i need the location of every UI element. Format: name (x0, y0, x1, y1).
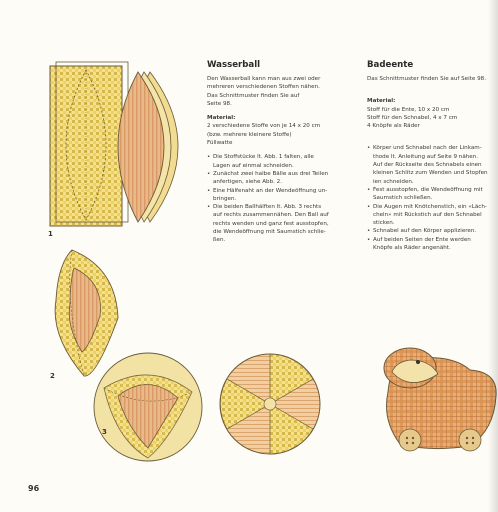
badeente-material-heading: Material: (367, 98, 396, 105)
wasserball-intro-line: Den Wasserball kann man aus zwei oder (207, 76, 321, 82)
badeente-step: • Auf beiden Seiten der Ente werden Knöpfe als Räder angenäht. (367, 236, 498, 253)
figure-label-3: 3 (102, 428, 107, 436)
wasserball-material-line: Füllwatte (207, 140, 233, 147)
bath-duck (384, 348, 496, 451)
wasserball-step: • Zunächst zwei halbe Bälle aus drei Teilen anfertigen, siehe Abb. 2. (207, 170, 355, 187)
figure-label-1: 1 (48, 230, 53, 238)
figure-1-cut-pieces (118, 72, 178, 222)
wasserball-intro-line: mehreren verschiedenen Stoffen nähen. (207, 84, 320, 91)
page-gutter-shadow (488, 0, 498, 512)
page-number: 96 (28, 484, 40, 493)
wasserball-steps (207, 153, 355, 244)
badeente-intro-line: Das Schnittmuster finden Sie auf Seite 98. (367, 76, 486, 82)
badeente-step: • Die Augen mit Knötchenstich, ein «Läch- cheln» mit Rückstich auf den Schnabel sticken. (367, 203, 498, 228)
badeente-material-line: 4 Knöpfe als Räder (367, 123, 420, 130)
wasserball-step: • Eine Hälfenaht an der Wendeöffnung un- bringen. (207, 187, 355, 204)
badeente-material-line: Stoff für den Schnabel, 4 x 7 cm (367, 114, 458, 121)
badeente-step: • Fest ausstopfen, die Wendeöffnung mit Saumstich schließen. (367, 186, 498, 203)
wasserball-step: • Die Stoffstücke lt. Abb. 1 falten, alle Lagen auf einmal schneiden. (207, 153, 355, 170)
figure-1-folded-fabric (50, 62, 128, 226)
badeente-steps (367, 144, 498, 252)
wasserball-material-heading: Material: (207, 115, 236, 122)
wasserball-step: • Die beiden Ballhälften lt. Abb. 3 rechts auf rechts zusammennähen. Den Ball auf rechts wenden und ganz fest ausstopfen, die Wendeöffnung mit Saumstich schlie- ßen. (207, 203, 355, 244)
figure-label-2: 2 (50, 372, 55, 380)
badeente-step: • Körper und Schnabel nach der Linkam- thode lt. Anleitung auf Seite 9 nähen. Auf der Rückseite des Schnabels einen kleinen Schlitz zum Wenden und Stopfen ien schneiden. (367, 144, 498, 185)
badeente-step: • Schnabel auf den Körper applizieren. (367, 227, 498, 235)
figure-2-half-ball (55, 250, 118, 376)
wasserball-intro-line: Seite 98. (207, 100, 232, 107)
wasserball-section (207, 60, 355, 245)
badeente-section (367, 60, 498, 252)
wasserball-intro-line: Das Schnittmuster finden Sie auf (207, 92, 300, 99)
figure-3-ball-halves (94, 353, 202, 461)
wasserball-title: Wasserball (207, 60, 261, 70)
finished-ball (220, 354, 320, 454)
wasserball-material-line: 2 verschiedene Stoffe von je 14 x 20 cm (207, 123, 321, 130)
badeente-material-line: Stoff für die Ente, 10 x 20 cm (367, 106, 450, 113)
wasserball-material-line: (bzw. mehrere kleinere Stoffe) (207, 131, 292, 138)
badeente-title: Badeente (367, 60, 414, 70)
